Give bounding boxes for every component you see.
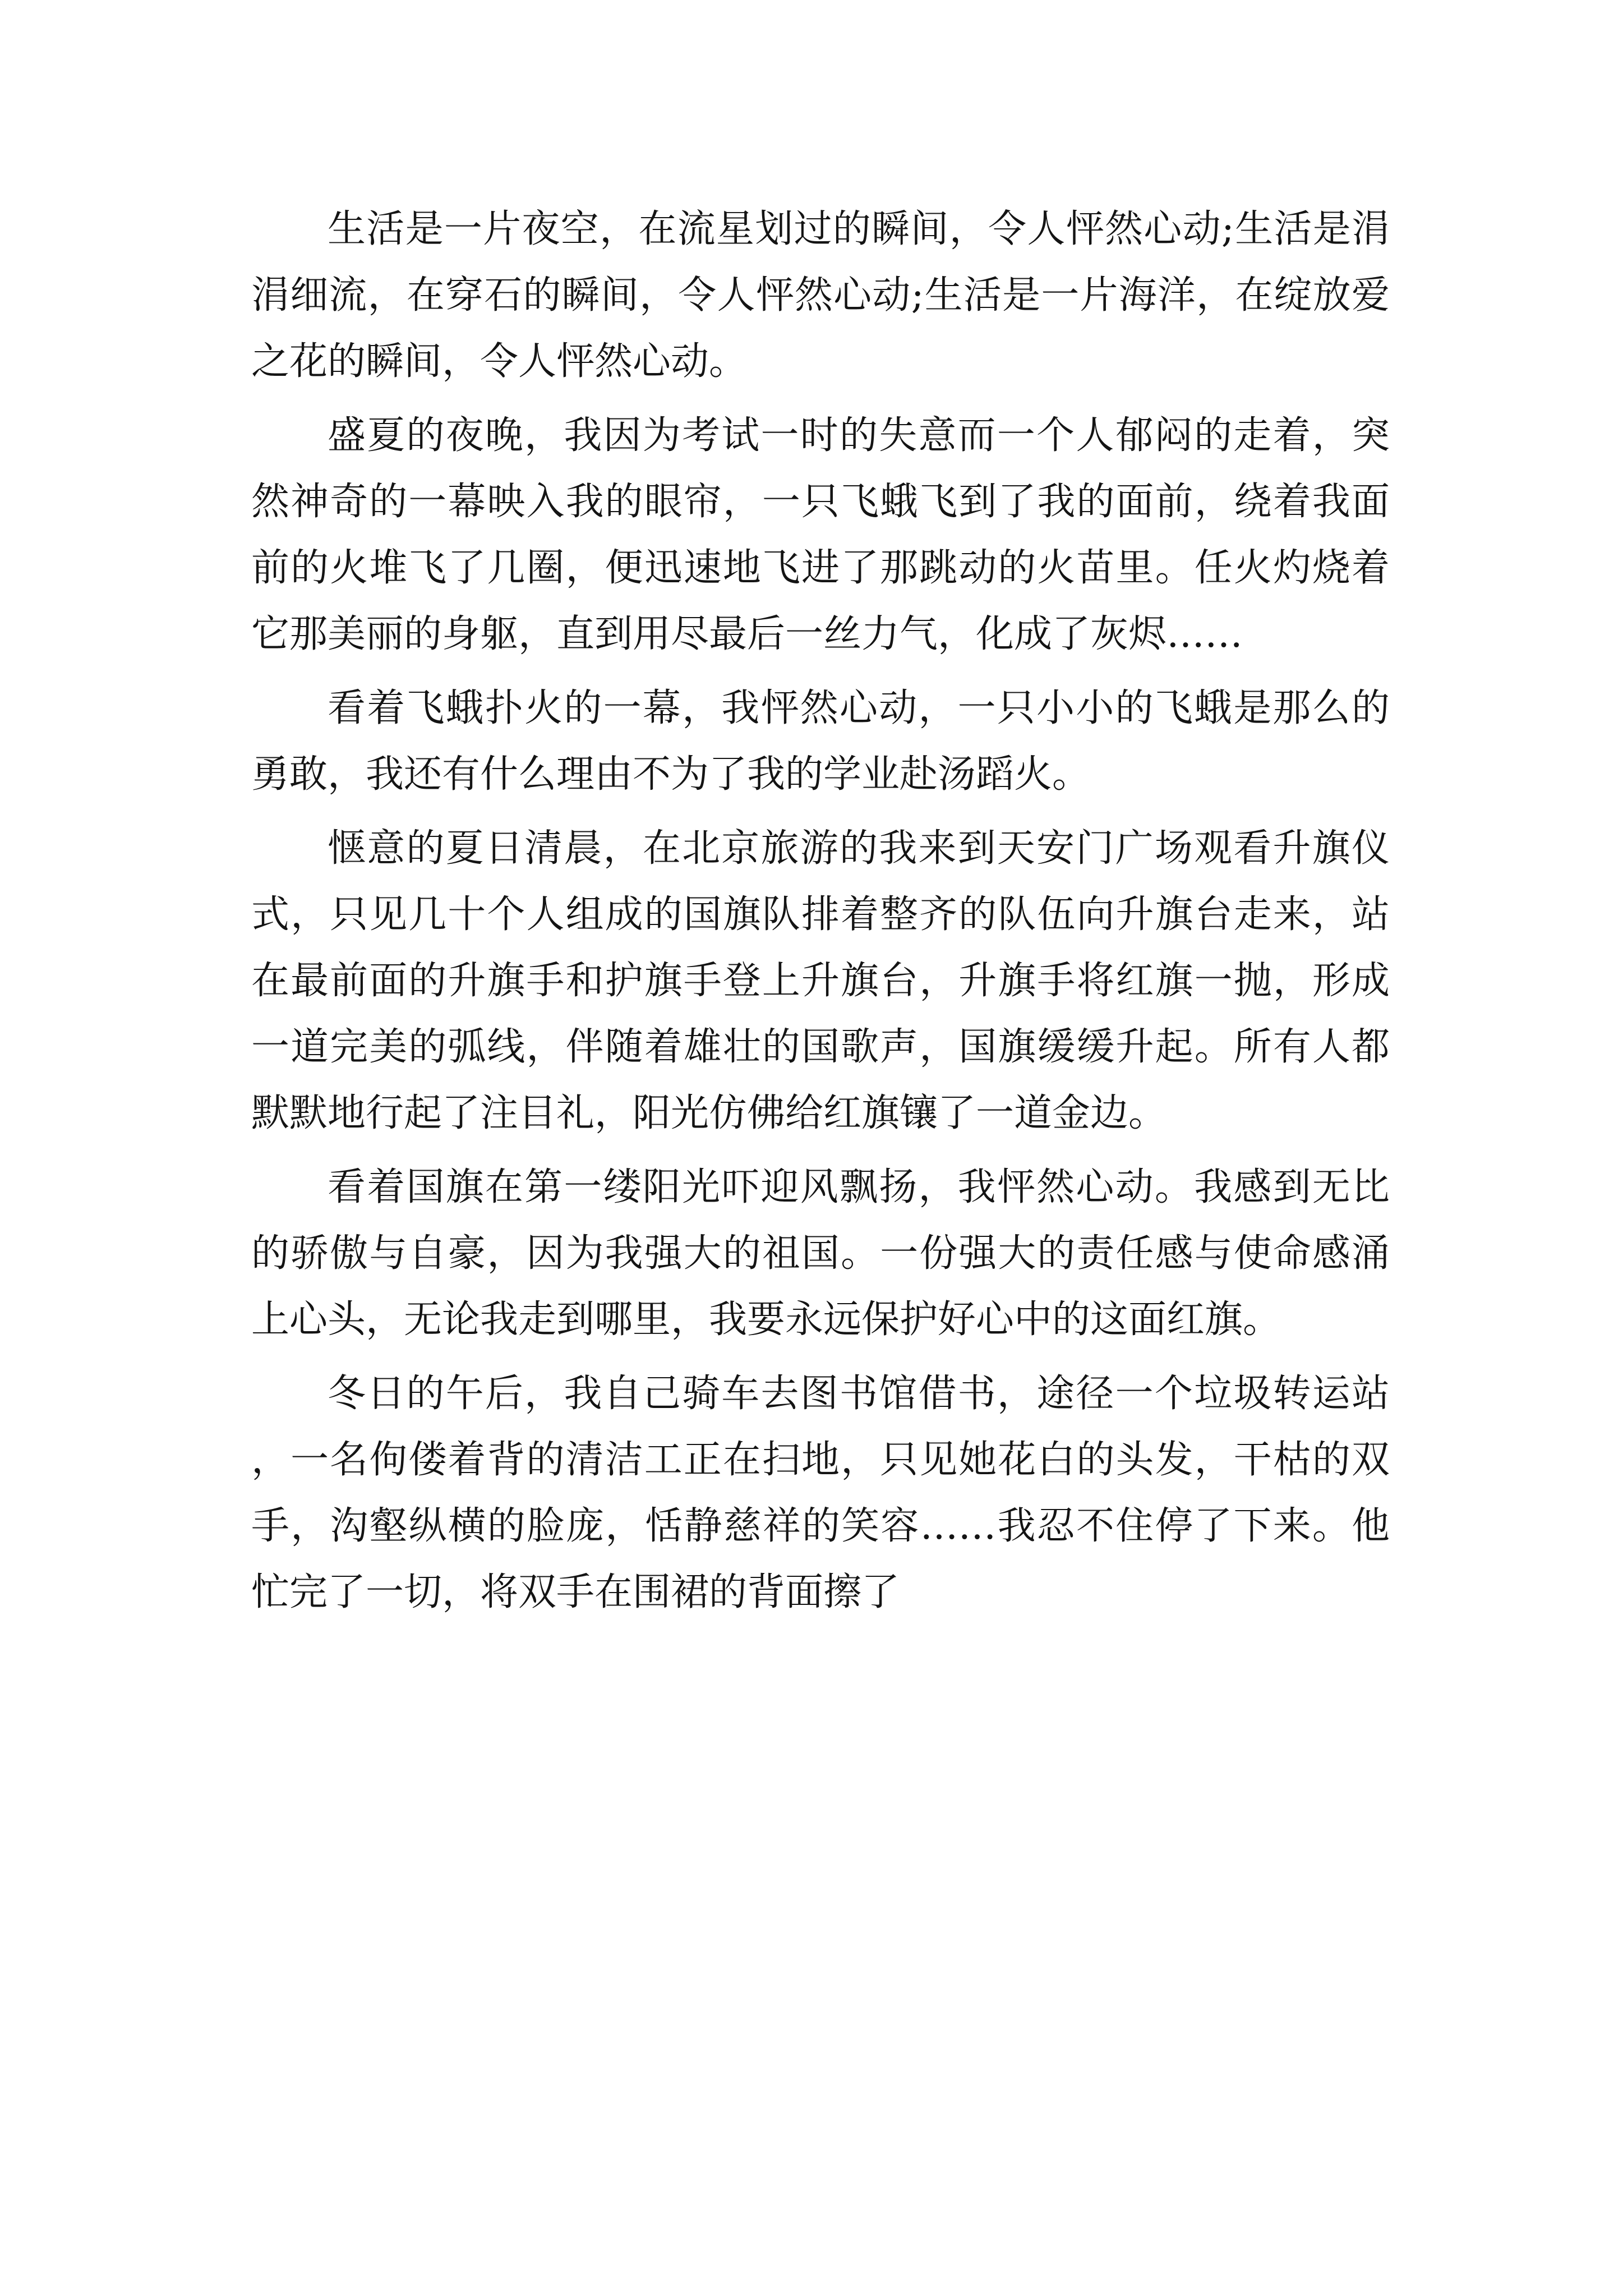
paragraph: 生活是一片夜空，在流星划过的瞬间，令人怦然心动;生活是涓涓细流，在穿石的瞬间，令人怦然心动;生活是一片海洋，在绽放爱之花的瞬间，令人怦然心动。: [251, 207, 1390, 384]
paragraph: 盛夏的夜晚，我因为考试一时的失意而一个人郁闷的走着，突然神奇的一幕映入我的眼帘，一只飞蛾飞到了我的面前，绕着我面前的火堆飞了几圈，便迅速地飞进了那跳动的火苗里。任火灼烧着它那美丽的身躯，直到用尽最后一丝力气，化成了灰烬……: [251, 413, 1390, 656]
paragraph: 看着国旗在第一缕阳光吓迎风飘扬，我怦然心动。我感到无比的骄傲与自豪，因为我强大的祖国。一份强大的责任感与使命感涌上心头，无论我走到哪里，我要永远保护好心中的这面红旗。: [251, 1165, 1390, 1342]
document-body: [251, 196, 1390, 1634]
paragraph: 看着飞蛾扑火的一幕，我怦然心动，一只小小的飞蛾是那么的勇敢，我还有什么理由不为了我的学业赴汤蹈火。: [251, 686, 1390, 797]
paragraph: 惬意的夏日清晨，在北京旅游的我来到天安门广场观看升旗仪式，只见几十个人组成的国旗队排着整齐的队伍向升旗台走来，站在最前面的升旗手和护旗手登上升旗台，升旗手将红旗一抛，形成一道完美的弧线，伴随着雄壮的国歌声，国旗缓缓升起。所有人都默默地行起了注目礼，阳光仿佛给红旗镶了一道金边。: [251, 826, 1390, 1135]
paragraph: 冬日的午后，我自己骑车去图书馆借书，途径一个垃圾转运站，一名佝偻着背的清洁工正在扫地，只见她花白的头发，干枯的双手，沟壑纵横的脸庞，恬静慈祥的笑容……我忍不住停了下来。他忙完了一切，将双手在围裙的背面擦了: [251, 1372, 1390, 1614]
